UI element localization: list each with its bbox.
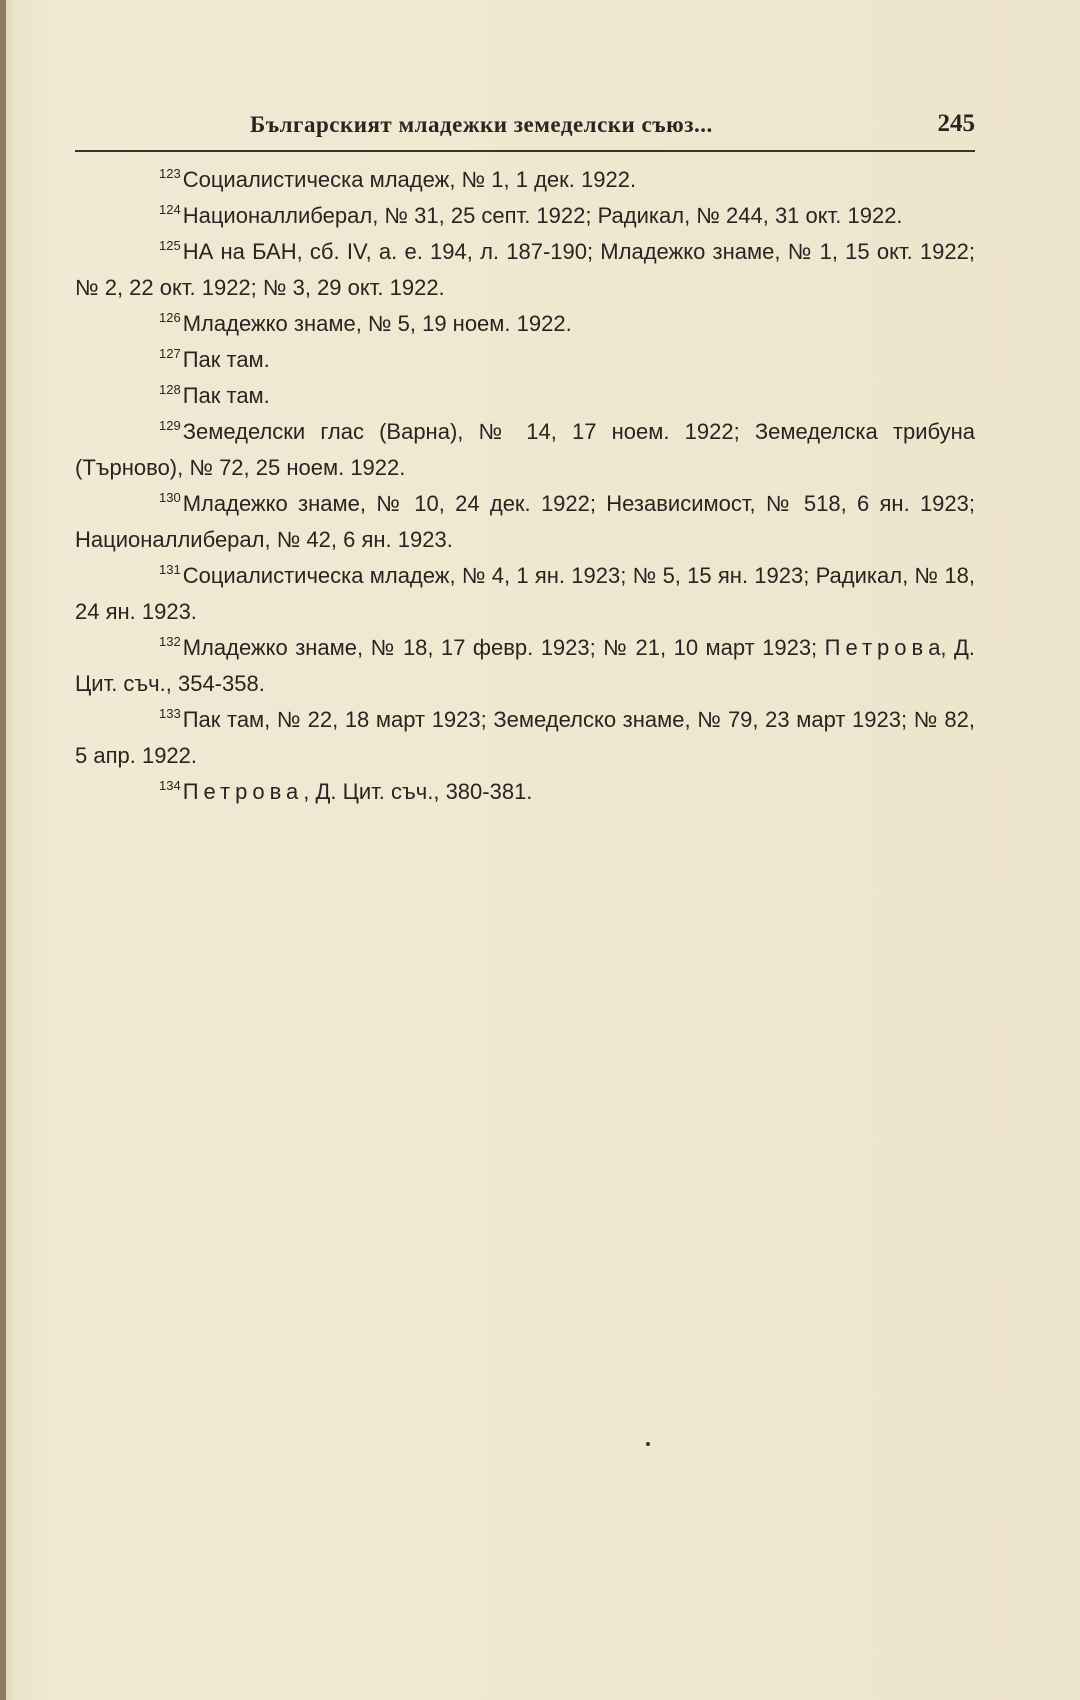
footnote-text: Социалистическа младеж, № 1, 1 дек. 1922. bbox=[182, 167, 637, 192]
paper-speck bbox=[646, 1442, 650, 1446]
footnote-number: 128 bbox=[159, 382, 181, 397]
page-number: 245 bbox=[937, 110, 975, 137]
footnote-text: Пак там, № 22, 18 март 1923; Земеделско знаме, № 79, 23 март 1923; № 82, 5 апр. 1922. bbox=[75, 707, 975, 768]
header-rule bbox=[75, 150, 975, 152]
footnote-text: Пак там. bbox=[182, 347, 270, 372]
footnote-text: НА на БАН, сб. IV, а. е. 194, л. 187-190; Младежко знаме, № 1, 15 окт. 1922; № 2, 22 окт. 1922; № 3, 29 окт. 1922. bbox=[75, 239, 975, 300]
footnote-text: Националлиберал, № 31, 25 септ. 1922; Радикал, № 244, 31 окт. 1922. bbox=[182, 203, 903, 228]
footnote-131 bbox=[75, 558, 975, 630]
footnote-text-continued: а, Д. Цит. съч., 354-358. bbox=[75, 635, 975, 696]
footnote-text: Младежко знаме, № 5, 19 ноем. 1922. bbox=[182, 311, 572, 336]
page-header bbox=[75, 112, 975, 152]
footnote-number: 130 bbox=[159, 490, 181, 505]
footnote-127 bbox=[75, 342, 975, 378]
footnote-number: 124 bbox=[159, 202, 181, 217]
footnote-text: Младежко знаме, № 10, 24 дек. 1922; Независимост, № 518, 6 ян. 1923; Националлиберал, № 42, 6 ян. 1923. bbox=[75, 491, 975, 552]
footnote-124 bbox=[75, 198, 975, 234]
footnote-author: Петров bbox=[824, 635, 929, 660]
footnote-number: 129 bbox=[159, 418, 181, 433]
footnote-132 bbox=[75, 630, 975, 702]
footnote-author: Петрова bbox=[182, 779, 304, 804]
footnote-number: 134 bbox=[159, 778, 181, 793]
footnote-128 bbox=[75, 378, 975, 414]
footnote-text: Пак там. bbox=[182, 383, 270, 408]
footnote-134 bbox=[75, 774, 975, 810]
footnote-129 bbox=[75, 414, 975, 486]
footnote-number: 127 bbox=[159, 346, 181, 361]
footnote-number: 133 bbox=[159, 706, 181, 721]
footnote-130 bbox=[75, 486, 975, 558]
footnote-number: 125 bbox=[159, 238, 181, 253]
footnote-133 bbox=[75, 702, 975, 774]
footnote-number: 126 bbox=[159, 310, 181, 325]
footnote-125 bbox=[75, 234, 975, 306]
footnote-number: 123 bbox=[159, 166, 181, 181]
footnote-text-continued: , Д. Цит. съч., 380-381. bbox=[303, 779, 533, 804]
footnote-text: Земеделски глас (Варна), № 14, 17 ноем. 1922; Земеделска трибуна (Търново), № 72, 25 ноем. 1922. bbox=[75, 419, 975, 480]
footnotes-list bbox=[75, 162, 975, 810]
page-spine-edge bbox=[0, 0, 6, 1700]
running-title: Българският младежки земеделски съюз... bbox=[250, 112, 713, 137]
footnote-126 bbox=[75, 306, 975, 342]
footnote-text: Младежко знаме, № 18, 17 февр. 1923; № 21, 10 март 1923; bbox=[182, 635, 825, 660]
footnote-text: Социалистическа младеж, № 4, 1 ян. 1923; № 5, 15 ян. 1923; Радикал, № 18, 24 ян. 1923. bbox=[75, 563, 975, 624]
footnote-number: 132 bbox=[159, 634, 181, 649]
footnote-number: 131 bbox=[159, 562, 181, 577]
footnote-123 bbox=[75, 162, 975, 198]
